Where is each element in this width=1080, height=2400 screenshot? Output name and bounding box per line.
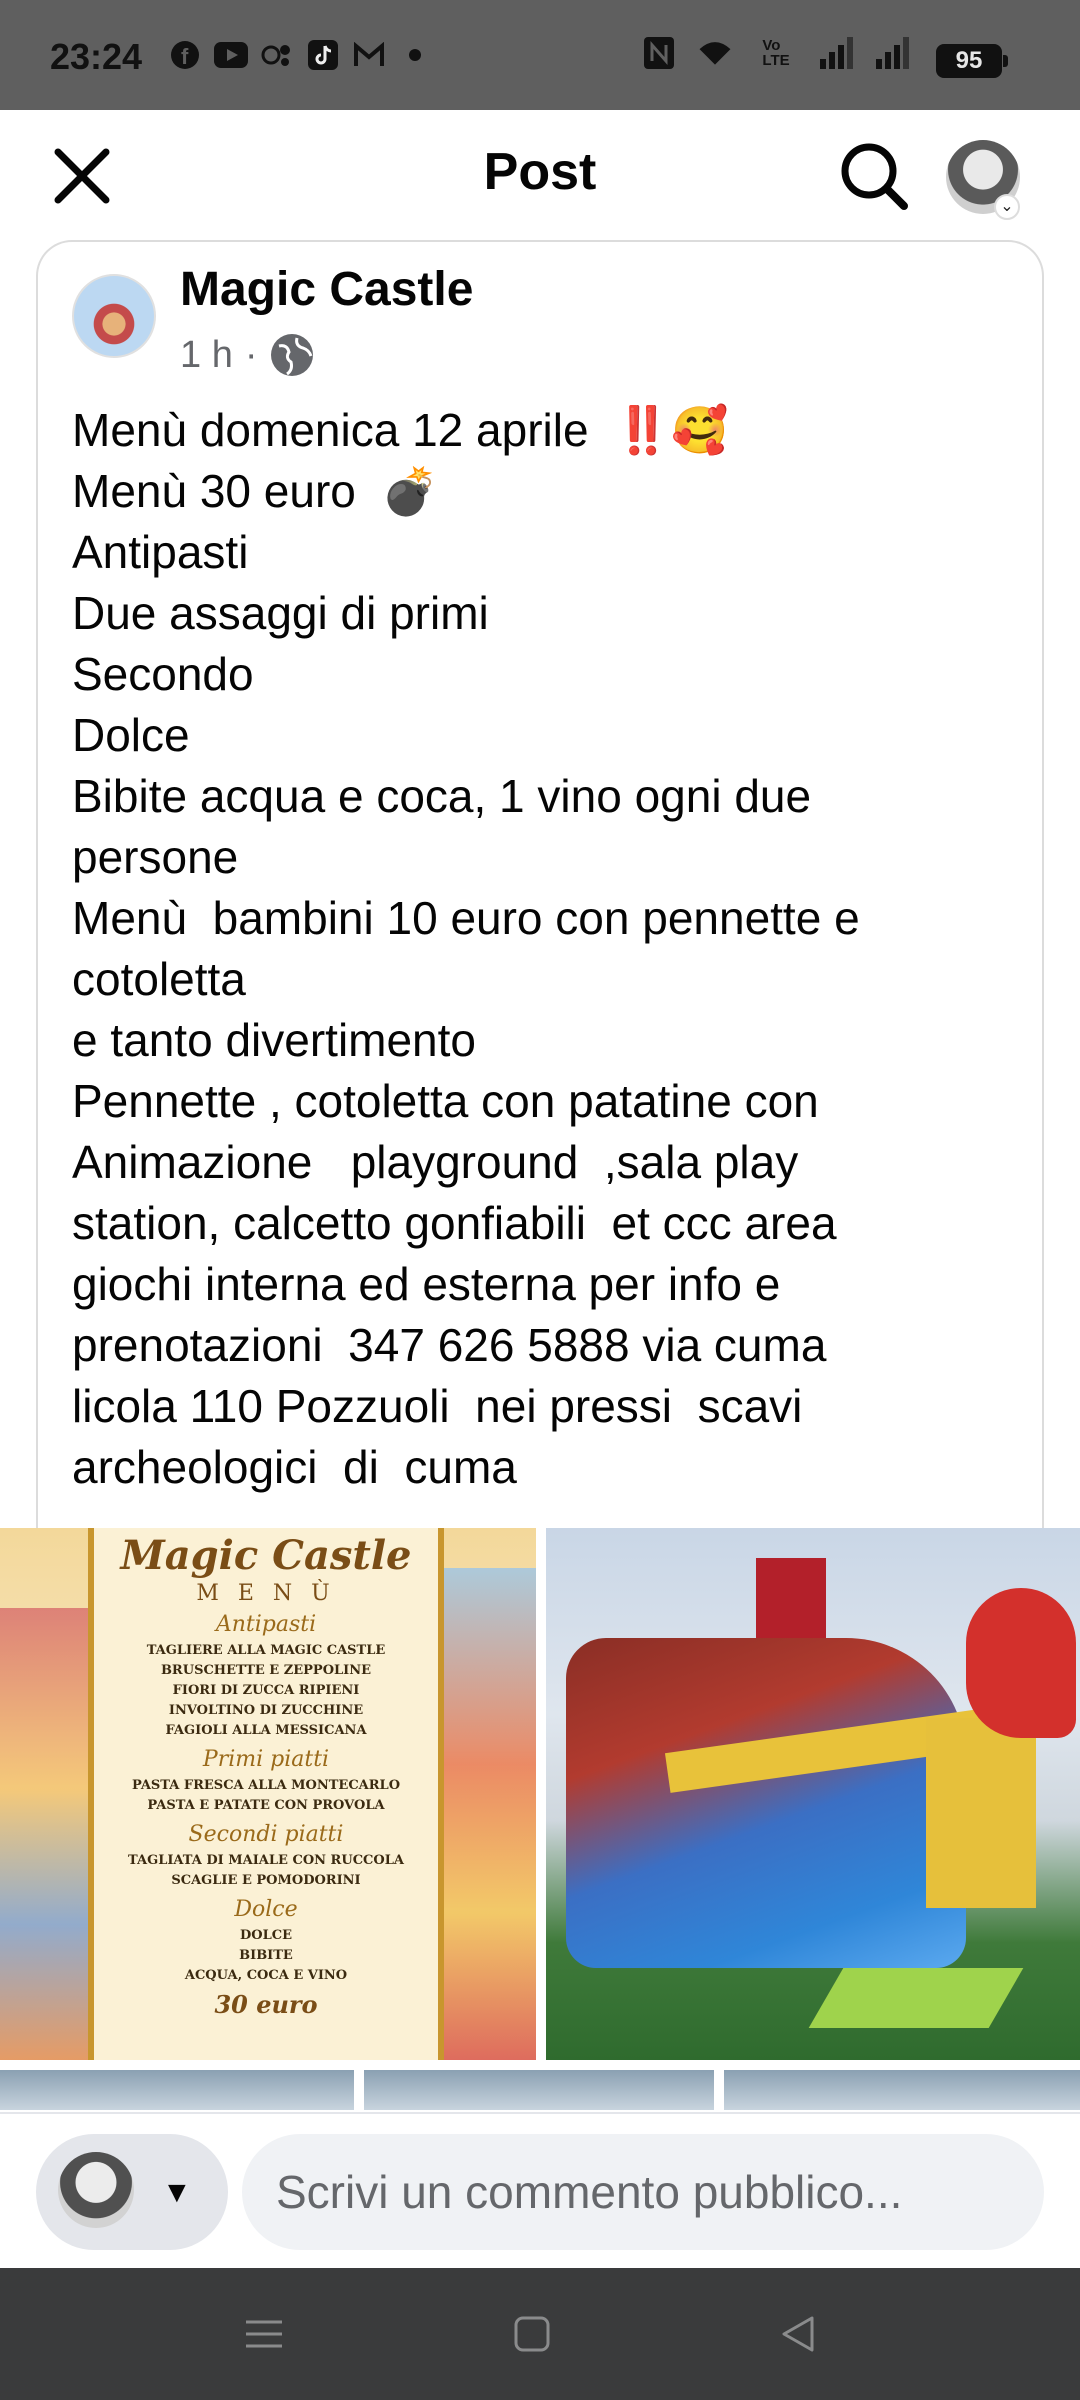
menu-item: DOLCE: [240, 1928, 292, 1943]
post-text-line: cotoletta: [72, 953, 246, 1005]
post-text-line: Animazione playground ,sala play: [72, 1136, 799, 1188]
post-photos: [0, 1528, 1080, 2060]
home-icon: [508, 2310, 556, 2358]
menu-item: INVOLTINO DI ZUCCHINE: [168, 1703, 364, 1718]
menu-title: Magic Castle: [120, 1532, 412, 1579]
menu-price: 30 euro: [214, 1990, 318, 2019]
post-text-line: Menù bambini 10 euro con pennette e: [72, 892, 860, 944]
menu-decoration-right: [444, 1568, 536, 2060]
tiktok-icon: [306, 38, 340, 72]
svg-text:f: f: [181, 44, 189, 69]
comment-input[interactable]: [242, 2134, 1044, 2250]
menu-item: TAGLIATA DI MAIALE CON RUCCOLA: [128, 1853, 404, 1868]
status-bar: [0, 0, 1080, 110]
menu-item: BRUSCHETTE E ZEPPOLINE: [160, 1663, 372, 1678]
menu-section-heading: Antipasti: [215, 1612, 317, 1637]
photo-thumbnail[interactable]: [0, 2070, 354, 2110]
youtube-icon: [214, 38, 248, 72]
inflatable-slide: [926, 1718, 1036, 1908]
menu-item: PASTA FRESCA ALLA MONTECARLO: [131, 1778, 401, 1793]
volte-icon: Vo LTE: [762, 37, 790, 69]
post-text-line: persone: [72, 831, 239, 883]
notification-icons: [168, 38, 432, 72]
play-mat: [809, 1968, 1024, 2028]
search-icon: [838, 140, 910, 212]
post-text-line: Pennette , cotoletta con patatine con: [72, 1075, 819, 1127]
page-title: Post: [483, 143, 597, 201]
photo-thumbnail[interactable]: [364, 2070, 714, 2110]
nfc-icon: [642, 36, 676, 70]
page-avatar[interactable]: [72, 274, 156, 358]
post-time[interactable]: 1 h: [180, 333, 233, 376]
globe-icon: [269, 332, 315, 378]
photo-thumbnail[interactable]: [724, 2070, 1080, 2110]
menu-item: PASTA E PATATE CON PROVOLA: [147, 1798, 385, 1813]
post-text-line: archeologici di cuma: [72, 1441, 517, 1493]
post-text-line: Antipasti: [72, 526, 249, 578]
page-name[interactable]: Magic Castle: [180, 263, 474, 316]
pirate-flag: [756, 1558, 826, 1638]
menu-item: FAGIOLI ALLA MESSICANA: [165, 1723, 367, 1738]
menu-section-items: [94, 1641, 438, 1741]
post-text-line: Secondo: [72, 648, 254, 700]
menu-item: SCAGLIE E POMODORINI: [171, 1873, 361, 1888]
gmail-icon: [352, 38, 386, 72]
post-text-line: Menù 30 euro 💣: [72, 465, 439, 517]
inflatable-ship: [566, 1638, 966, 1968]
post-text-line: Dolce: [72, 709, 190, 761]
menu-letters: M E N Ù: [196, 1581, 336, 1606]
search-button[interactable]: [838, 140, 910, 212]
post-text-line: licola 110 Pozzuoli nei pressi scavi: [72, 1380, 803, 1432]
signal-icon: [876, 36, 910, 70]
system-nav-bar: [0, 2268, 1080, 2400]
post-text-line: Menù domenica 12 aprile ‼️🥰: [72, 404, 729, 456]
post-text-line: Due assaggi di primi: [72, 587, 489, 639]
post-text-line: e tanto divertimento: [72, 1014, 477, 1066]
menu-photo[interactable]: [0, 1528, 536, 2060]
dot-icon: [398, 38, 432, 72]
menu-decoration-left: [0, 1608, 88, 2060]
menu-item: FIORI DI ZUCCA RIPIENI: [172, 1683, 360, 1698]
chevron-down-icon[interactable]: ⌄: [994, 194, 1020, 220]
caret-down-icon[interactable]: ▼: [162, 2176, 192, 2209]
post-text-line: station, calcetto gonfiabili et ccc area: [72, 1197, 837, 1249]
menu-item: TAGLIERE ALLA MAGIC CASTLE: [146, 1643, 386, 1658]
post-text-line: prenotazioni 347 626 5888 via cuma: [72, 1319, 827, 1371]
post-text-line: Bibite acqua e coca, 1 vino ogni due: [72, 770, 812, 822]
crab-claw: [966, 1588, 1076, 1738]
facebook-icon: [168, 38, 202, 72]
signal-icon: [820, 36, 854, 70]
menu-item: BIBITE: [239, 1948, 293, 1963]
menu-nav-button[interactable]: [240, 2310, 288, 2358]
menu-content: [94, 1532, 438, 2019]
post-text: [72, 400, 1002, 1498]
back-icon: [774, 2310, 822, 2358]
post-meta: [180, 332, 315, 378]
comment-avatar: [58, 2152, 134, 2228]
share-icon: [260, 38, 294, 72]
status-time: 23:24: [50, 36, 143, 77]
menu-section-heading: Secondi piatti: [188, 1822, 344, 1847]
battery-indicator: 95: [936, 44, 1002, 78]
menu-icon: [240, 2310, 288, 2358]
post-text-line: giochi interna ed esterna per info e: [72, 1258, 781, 1310]
comment-bar: [0, 2112, 1080, 2268]
menu-section-items: [94, 1926, 438, 1986]
wifi-icon: [698, 36, 732, 70]
menu-section-heading: Primi piatti: [202, 1747, 330, 1772]
menu-section-items: [94, 1776, 438, 1816]
post-header: [0, 110, 1080, 240]
meta-separator: ·: [244, 333, 258, 376]
home-nav-button[interactable]: [508, 2310, 556, 2358]
menu-section-items: [94, 1851, 438, 1891]
menu-item: ACQUA, COCA E VINO: [184, 1968, 348, 1983]
system-icons: [642, 36, 910, 70]
inflatable-photo[interactable]: [546, 1528, 1080, 2060]
back-nav-button[interactable]: [774, 2310, 822, 2358]
menu-section-heading: Dolce: [234, 1897, 298, 1922]
